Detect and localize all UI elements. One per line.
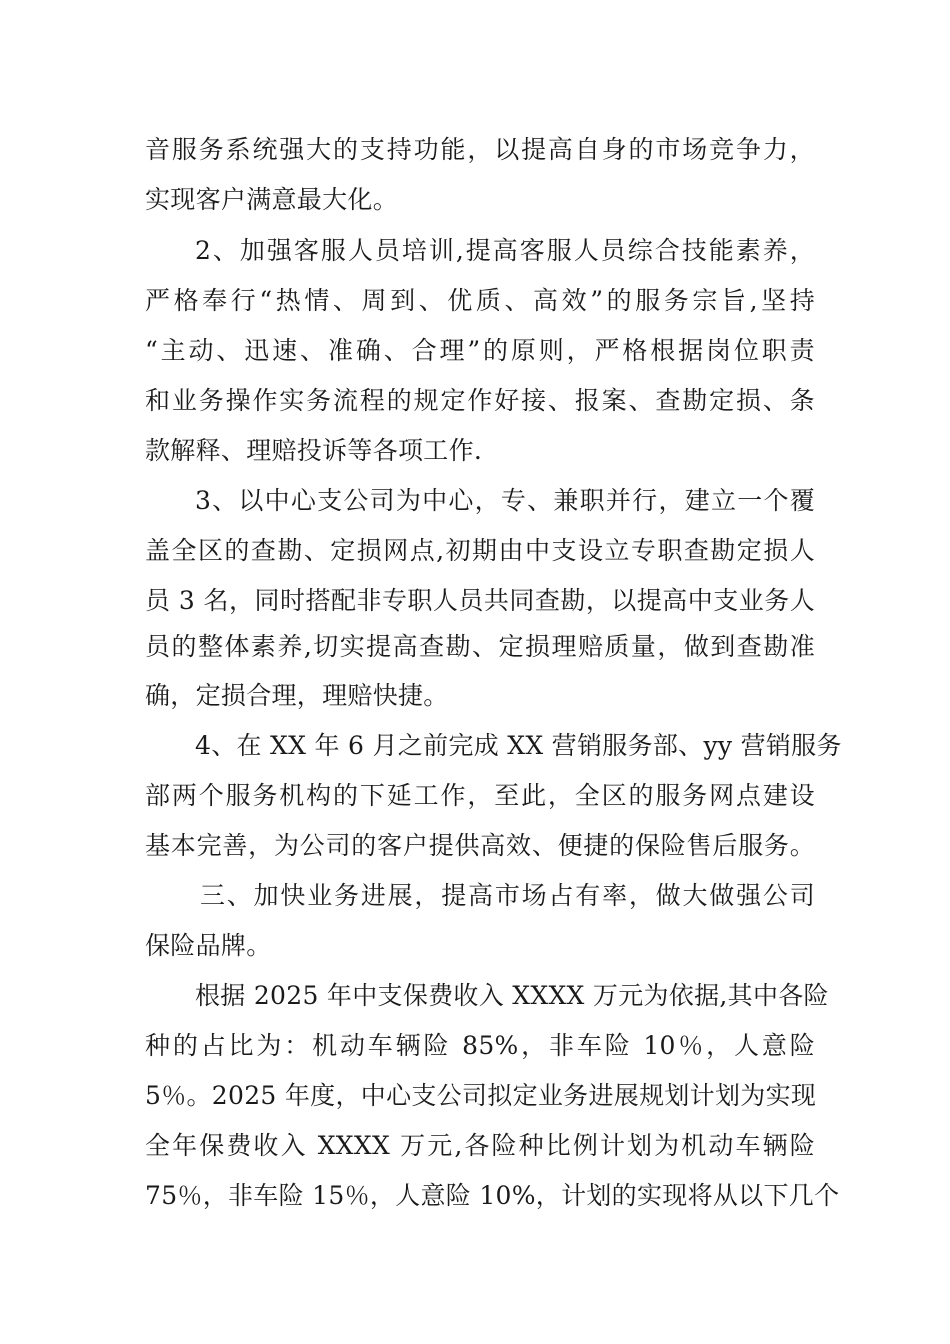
text-line: 2、加强客服人员培训,提高客服人员综合技能素养， — [195, 236, 815, 265]
text-line: 部两个服务机构的下延工作，至此，全区的服务网点建设 — [145, 781, 815, 810]
text-line: 员的整体素养,切实提高查勘、定损理赔质量，做到查勘准 — [145, 632, 815, 661]
text-line: 和业务操作实务流程的规定作好接、报案、查勘定损、条 — [145, 386, 815, 415]
text-line: 种的占比为：机动车辆险 85%，非车险 10％，人意险 — [145, 1031, 815, 1060]
text-line: 盖全区的查勘、定损网点,初期由中支设立专职查勘定损人 — [145, 536, 815, 565]
text-line: “主动、迅速、准确、合理”的原则，严格根据岗位职责 — [145, 336, 815, 365]
text-line: 严格奉行“热情、周到、优质、高效”的服务宗旨,坚持 — [145, 286, 815, 315]
text-line: 款解释、理赔投诉等各项工作. — [145, 436, 483, 465]
text-line: 5％。2025 年度，中心支公司拟定业务进展规划计划为实现 — [145, 1081, 817, 1110]
text-line: 实现客户满意最大化。 — [145, 185, 399, 214]
text-line: 3、以中心支公司为中心，专、兼职并行，建立一个覆 — [195, 486, 815, 515]
section-heading: 保险品牌。 — [145, 931, 272, 960]
text-line: 4、在 XX 年 6 月之前完成 XX 营销服务部、yy 营销服务 — [195, 731, 842, 760]
text-line: 确，定损合理，理赔快捷。 — [145, 681, 449, 710]
text-line: 音服务系统强大的支持功能，以提高自身的市场竞争力， — [145, 135, 815, 164]
text-line: 基本完善，为公司的客户提供高效、便捷的保险售后服务。 — [145, 831, 815, 860]
text-line: 根据 2025 年中支保费收入 XXXX 万元为依据,其中各险 — [195, 981, 829, 1010]
text-line: 全年保费收入 XXXX 万元,各险种比例计划为机动车辆险 — [145, 1131, 815, 1160]
text-line: 75％，非车险 15％，人意险 10%，计划的实现将从以下几个 — [145, 1181, 840, 1210]
section-heading: 三、加快业务进展，提高市场占有率，做大做强公司 — [200, 881, 815, 910]
text-line: 员 3 名，同时搭配非专职人员共同查勘，以提高中支业务人 — [145, 586, 815, 615]
